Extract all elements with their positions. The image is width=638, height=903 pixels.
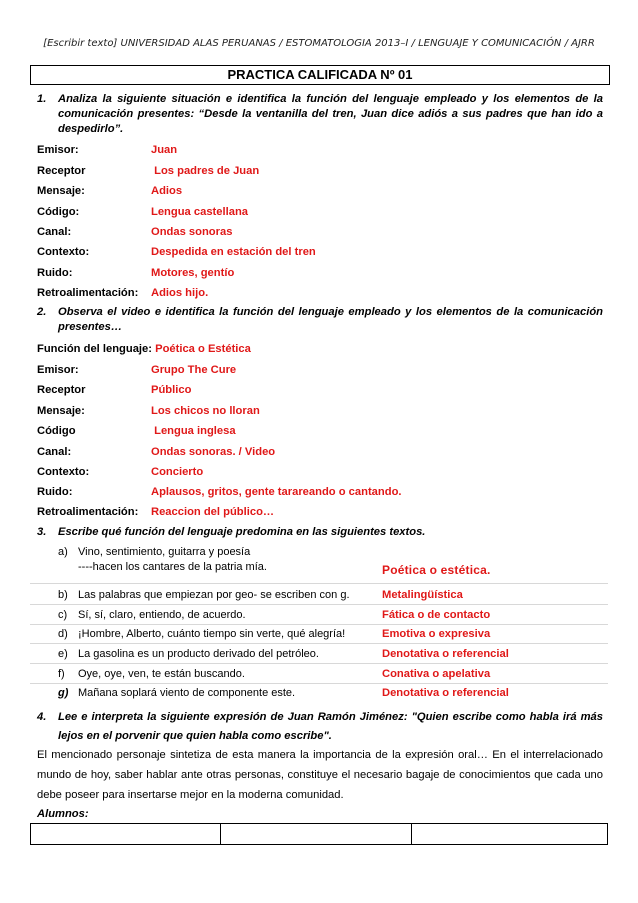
q3-answer-d: Emotiva o expresiva	[382, 628, 491, 640]
q3-item-c	[58, 609, 378, 621]
q1-label-retro: Retroalimentación:	[37, 287, 139, 299]
question-number: 2.	[37, 306, 47, 318]
q1-label-emisor: Emisor:	[37, 144, 79, 156]
q2-label-contexto: Contexto:	[37, 466, 90, 478]
alumnos-label: Alumnos:	[37, 808, 89, 820]
q2-value-receptor: Público	[151, 384, 192, 396]
item-text: Las palabras que empiezan por geo- se escriben con g.	[78, 589, 350, 601]
question-text: Analiza la siguiente situación e identifica la función del lenguaje empleado y los elementos de la comunicación presentes: “Desde la ventanilla del tren, Juan dice adiós a sus padres que han ido a despedirlo”.	[58, 93, 603, 135]
q1-value-receptor: Los padres de Juan	[151, 165, 260, 177]
q3-item-e	[58, 648, 378, 660]
alumno-cell[interactable]	[31, 824, 221, 845]
q1-value-codigo: Lengua castellana	[151, 206, 248, 218]
q2-value-emisor: Grupo The Cure	[151, 364, 237, 376]
item-letter: e)	[58, 648, 68, 660]
q2-label-mensaje: Mensaje:	[37, 405, 85, 417]
item-text: Vino, sentimiento, guitarra y poesía	[78, 546, 251, 558]
q2-value-retro: Reaccion del público…	[151, 506, 275, 518]
divider	[30, 663, 608, 664]
page-title: PRACTICA CALIFICADA Nº 01	[30, 65, 610, 85]
alumno-cell[interactable]	[411, 824, 607, 845]
question-1	[37, 92, 603, 137]
q3-answer-e: Denotativa o referencial	[382, 648, 509, 660]
divider	[30, 624, 608, 625]
item-letter: f)	[58, 668, 65, 680]
q1-label-canal: Canal:	[37, 226, 72, 238]
q2-label-ruido: Ruido:	[37, 486, 73, 498]
divider	[30, 683, 608, 684]
question-number: 4.	[37, 711, 47, 723]
q2-label-codigo: Código	[37, 425, 76, 437]
alumno-cell[interactable]	[221, 824, 411, 845]
q3-item-a	[58, 546, 378, 573]
q3-answer-b: Metalingüística	[382, 589, 463, 601]
item-text: Oye, oye, ven, te están buscando.	[78, 668, 245, 680]
item-text: ¡Hombre, Alberto, cuánto tiempo sin verte, qué alegría!	[78, 628, 346, 640]
q1-value-ruido: Motores, gentío	[151, 267, 235, 279]
q2-value-mensaje: Los chicos no lloran	[151, 405, 260, 417]
answer-paragraph: El mencionado personaje sintetiza de esta manera la importancia de la expresión oral… En el interrelacionado mundo de hoy, saber hablar ante otras personas, constituye el necesario bagaje de conocimientos que cada uno debe poseer para insertarse mejor en la moderna comunidad.	[37, 749, 603, 801]
q3-item-g	[58, 687, 378, 699]
q2-value-codigo: Lengua inglesa	[151, 425, 236, 437]
q1-label-codigo: Código:	[37, 206, 80, 218]
q1-label-receptor: Receptor	[37, 165, 86, 177]
q2-label-emisor: Emisor:	[37, 364, 79, 376]
q1-value-canal: Ondas sonoras	[151, 226, 233, 238]
q2-label-canal: Canal:	[37, 446, 72, 458]
divider	[30, 604, 608, 605]
q2-value-canal: Ondas sonoras. / Video	[151, 446, 276, 458]
item-text: Sí, sí, claro, entiendo, de acuerdo.	[78, 609, 246, 621]
page-header: [Escribir texto] UNIVERSIDAD ALAS PERUANAS / ESTOMATOLOGIA 2013–I / LENGUAJE Y COMUNICACIÓN / AJRR	[43, 38, 595, 49]
item-letter: b)	[58, 589, 68, 601]
item-letter: c)	[58, 609, 68, 621]
q3-answer-a: Poética o estética.	[382, 563, 491, 577]
divider	[30, 583, 608, 584]
item-letter: d)	[58, 628, 68, 640]
q1-value-mensaje: Adios	[151, 185, 183, 197]
question-2	[37, 305, 603, 335]
q1-value-retro: Adios hijo.	[151, 287, 209, 299]
q2-funcion-value: Poética o Estética	[155, 343, 251, 355]
q1-label-mensaje: Mensaje:	[37, 185, 85, 197]
q3-item-b	[58, 589, 378, 601]
q3-answer-g: Denotativa o referencial	[382, 687, 509, 699]
q1-value-contexto: Despedida en estación del tren	[151, 246, 316, 258]
q1-label-contexto: Contexto:	[37, 246, 90, 258]
question-4	[37, 708, 603, 746]
q3-item-f	[58, 668, 378, 680]
q3-answer-f: Conativa o apelativa	[382, 668, 491, 680]
question-text: Lee e interpreta la siguiente expresión de Juan Ramón Jiménez: "Quien escribe como habla irá más lejos en el porvenir que quien habla como escribe".	[58, 711, 603, 742]
q3-answer-c: Fática o de contacto	[382, 609, 491, 621]
question-text: Escribe qué función del lenguaje predomina en las siguientes textos.	[58, 526, 426, 538]
item-text-line2: ----hacen los cantares de la patria mía.	[78, 561, 267, 573]
q2-value-ruido: Aplausos, gritos, gente tarareando o cantando.	[151, 486, 402, 498]
item-letter: g)	[58, 687, 69, 699]
item-text: La gasolina es un producto derivado del petróleo.	[78, 648, 319, 660]
question-number: 3.	[37, 526, 47, 538]
question-number: 1.	[37, 93, 47, 105]
q2-funcion	[37, 343, 251, 355]
question-text: Observa el video e identifica la función del lenguaje empleado y los elementos de la comunicación presentes…	[58, 306, 603, 333]
q2-value-contexto: Concierto	[151, 466, 204, 478]
question-3	[37, 525, 603, 540]
q1-value-emisor: Juan	[151, 144, 178, 156]
alumnos-table	[30, 823, 608, 845]
item-letter: a)	[58, 546, 68, 558]
q2-label-retro: Retroalimentación:	[37, 506, 139, 518]
q1-label-ruido: Ruido:	[37, 267, 73, 279]
q2-label-receptor: Receptor	[37, 384, 86, 396]
divider	[30, 643, 608, 644]
q2-funcion-label: Función del lenguaje:	[37, 343, 152, 355]
q3-item-d	[58, 628, 378, 640]
item-text: Mañana soplará viento de componente este.	[78, 687, 296, 699]
